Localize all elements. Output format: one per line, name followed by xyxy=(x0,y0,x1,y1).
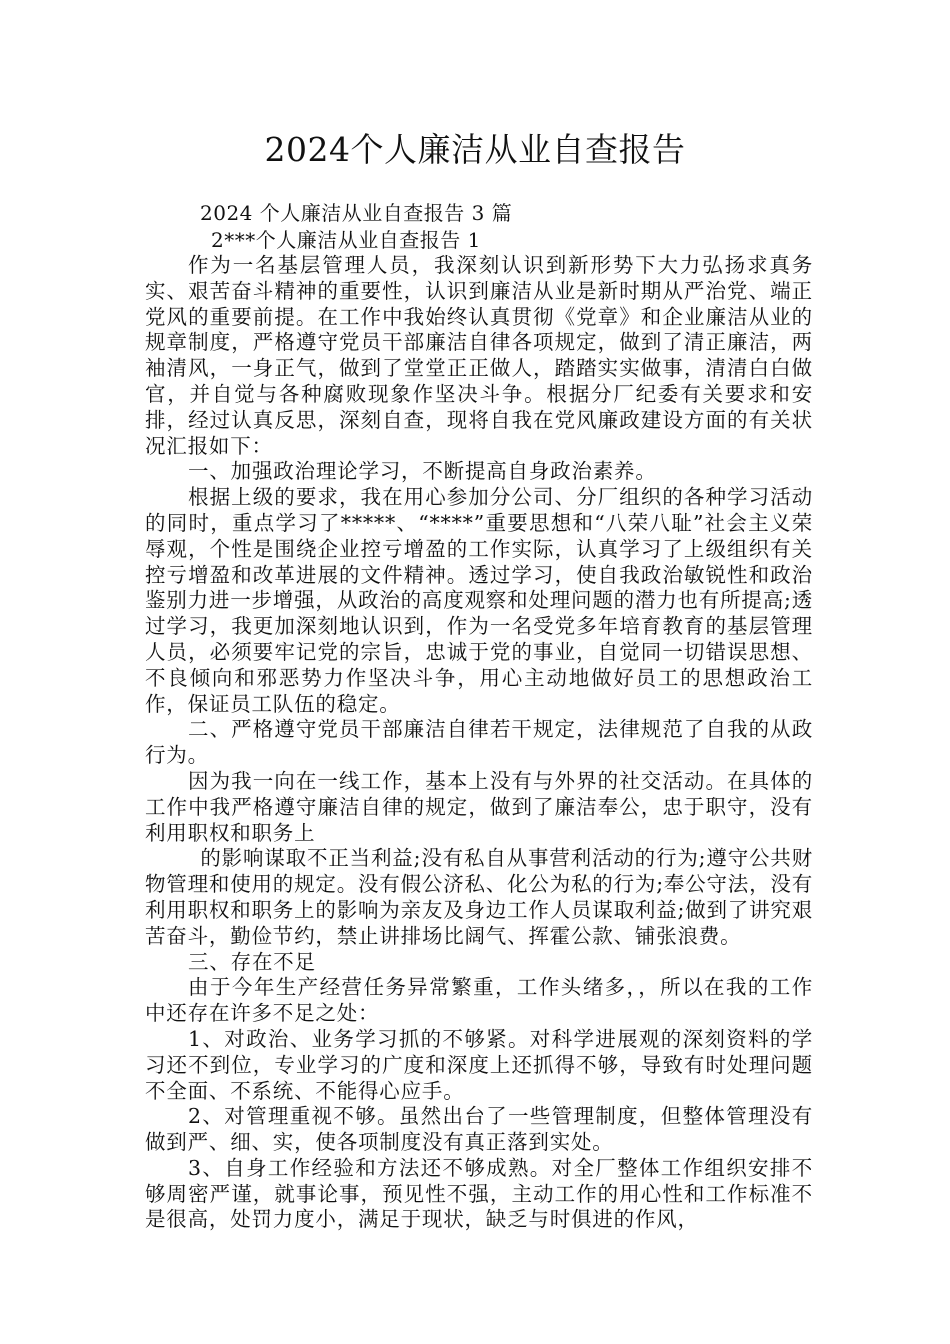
section-title: 2***个人廉洁从业自查报告 1 xyxy=(211,228,481,252)
document-body xyxy=(145,253,813,1233)
paragraph-conduct-continued: 的影响谋取不正当利益;没有私自从事营利活动的行为;遵守公共财物管理和使用的规定。没有假公济私、化公为私的行为;奉公守法，没有利用职权和职务上的影响为亲友及身边工作人员谋取利益;做到了讲究艰苦奋斗，勤俭节约，禁止讲排场比阔气、挥霍公款、铺张浪费。 xyxy=(145,846,814,948)
paragraph-intro: 作为一名基层管理人员，我深刻认识到新形势下大力弘扬求真务实、艰苦奋斗精神的重要性，认识到廉洁从业是新时期从严治党、端正党风的重要前提。在工作中我始终认真贯彻《党章》和企业廉洁从业的规章制度，严格遵守党员干部廉洁自律各项规定，做到了清正廉洁，两袖清风，一身正气，做到了堂堂正正做人，踏踏实实做事，清清白白做官，并自觉与各种腐败现象作坚决斗争。根据分厂纪委有关要求和安排，经过认真反思，深刻自查，现将自我在党风廉政建设方面的有关状况汇报如下： xyxy=(145,253,813,458)
heading-section-2: 二、严格遵守党员干部廉洁自律若干规定，法律规范了自我的从政行为。 xyxy=(145,717,813,768)
heading-section-3: 三、存在不足 xyxy=(188,949,316,974)
list-item-1: 1、对政治、业务学习抓的不够紧。对科学进展观的深刻资料的学习还不到位，专业学习的广度和深度上还抓得不够，导致有时处理问题不全面、不系统、不能得心应手。 xyxy=(145,1026,813,1103)
paragraph-shortcomings: 由于今年生产经营任务异常繁重，工作头绪多，，所以在我的工作中还存在许多不足之处： xyxy=(145,975,813,1026)
paragraph-study: 根据上级的要求，我在用心参加分公司、分厂组织的各种学习活动的同时，重点学习了*****、“****”重要思想和“八荣八耻”社会主义荣辱观，个性是围绕企业控亏增盈的工作实际，认真学习了上级组织有关控亏增盈和改革进展的文件精神。透过学习，使自我政治敏锐性和政治鉴别力进一步增强，从政治的高度观察和处理问题的潜力也有所提高;透过学习，我更加深刻地认识到，作为一名受党多年培育教育的基层管理人员，必须要牢记党的宗旨，忠诚于党的事业，自觉同一切错误思想、不良倾向和邪恶势力作坚决斗争，用心主动地做好员工的思想政治工作，保证员工队伍的稳定。 xyxy=(145,485,814,716)
list-item-2: 2、对管理重视不够。虽然出台了一些管理制度，但整体管理没有做到严、细、实，使各项制度没有真正落到实处。 xyxy=(145,1104,813,1155)
heading-section-1: 一、加强政治理论学习，不断提高自身政治素养。 xyxy=(188,459,657,484)
document-subtitle: 2024 个人廉洁从业自查报告 3 篇 xyxy=(200,201,513,225)
paragraph-conduct: 因为我一向在一线工作，基本上没有与外界的社交活动。在具体的工作中我严格遵守廉洁自律的规定，做到了廉洁奉公，忠于职守，没有利用职权和职务上 xyxy=(145,768,813,845)
list-item-3: 3、自身工作经验和方法还不够成熟。对全厂整体工作组织安排不够周密严谨，就事论事，预见性不强，主动工作的用心性和工作标准不是很高，处罚力度小，满足于现状，缺乏与时俱进的作风， xyxy=(145,1155,813,1232)
document-title: 2024个人廉洁从业自查报告 xyxy=(264,130,686,169)
